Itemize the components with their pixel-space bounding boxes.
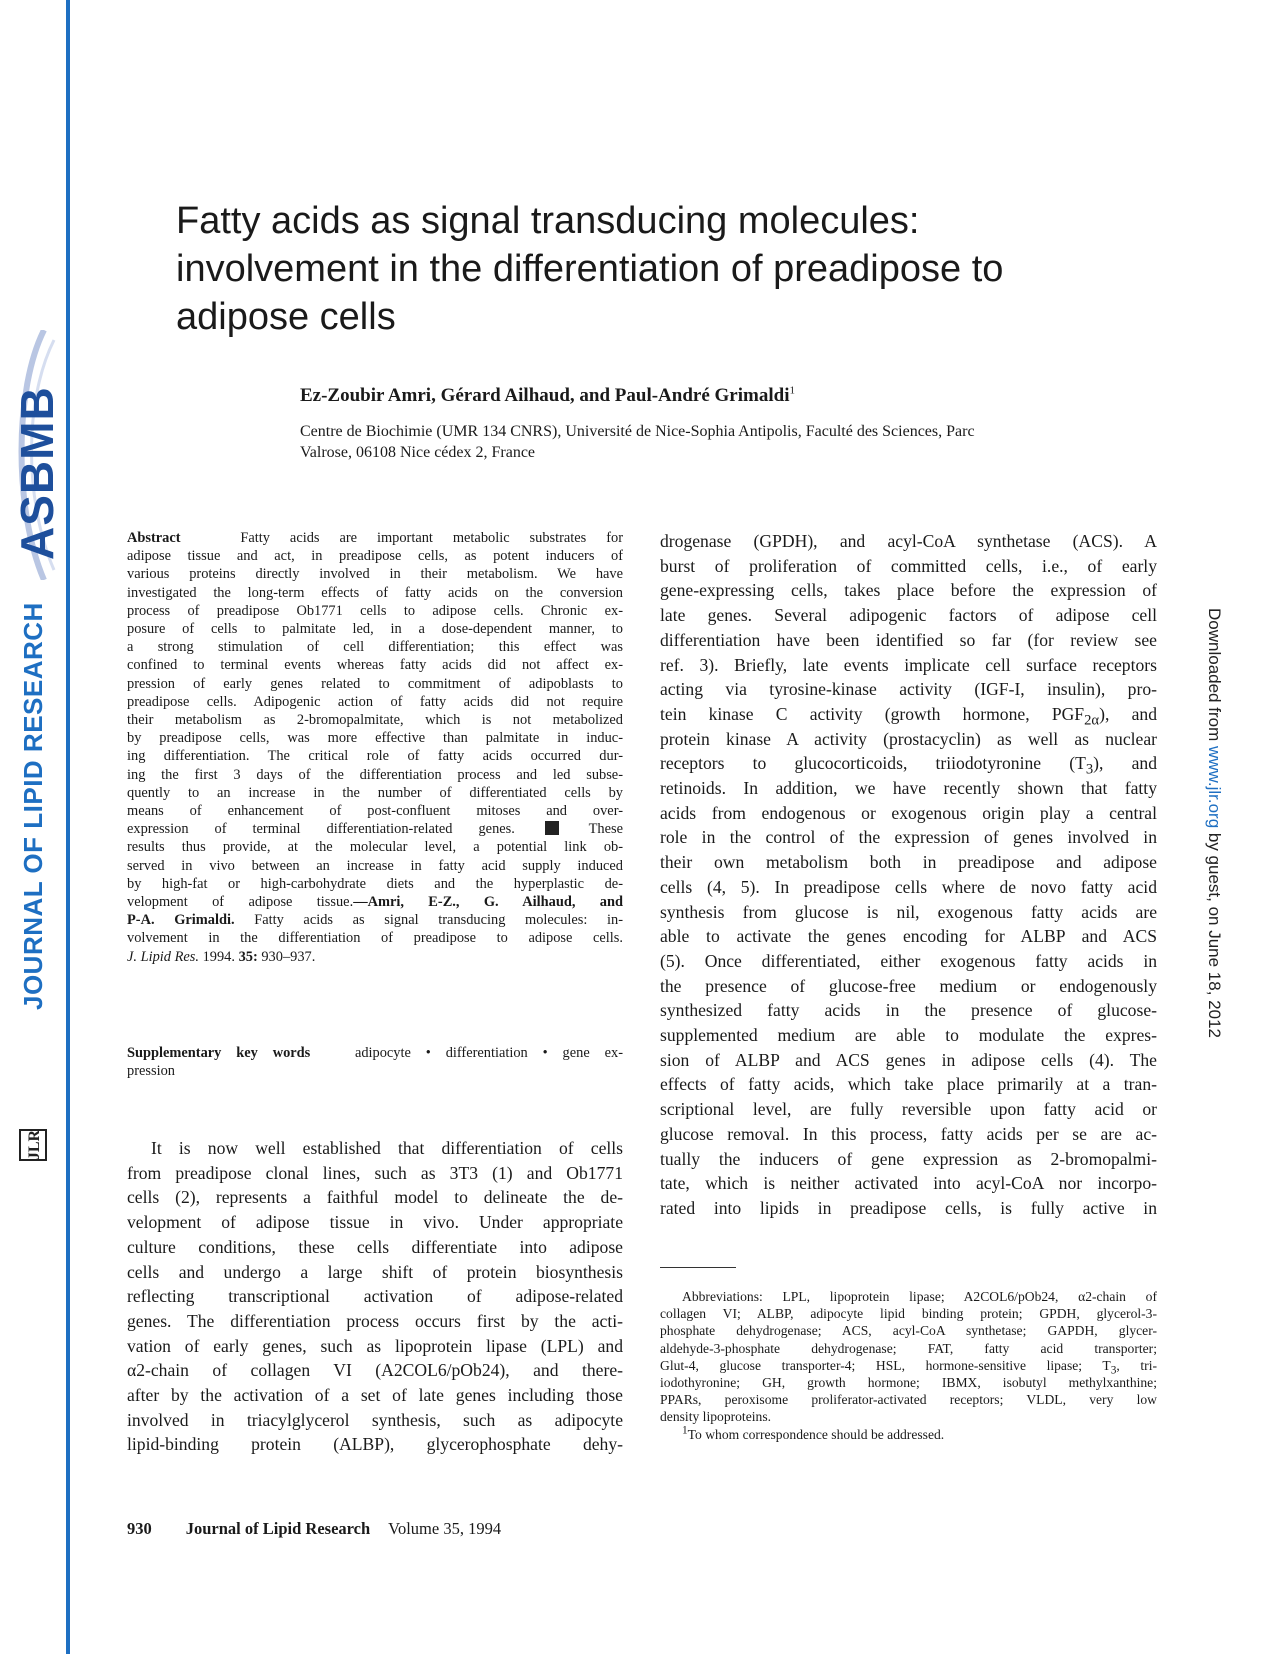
page-footer <box>127 1519 501 1539</box>
footnote-line: PPARs, peroxisome proliferator-activated receptors; VLDL, very low <box>660 1392 1157 1408</box>
abstract-line: ing differentiation. The critical role of fatty acids occurred dur- <box>127 748 623 765</box>
body-line: gene-expressing cells, takes place before the expression of <box>660 580 1157 601</box>
body-line: from preadipose clonal lines, such as 3T3 (1) and Ob1771 <box>127 1162 623 1183</box>
download-note-suffix: by guest, on June 18, 2012 <box>1205 828 1224 1038</box>
journal-name-vertical: JOURNAL OF LIPID RESEARCH <box>18 602 48 1010</box>
body-line: protein kinase A activity (prostacyclin) as well as nuclear <box>660 728 1157 749</box>
body-line: culture conditions, these cells differentiate into adipose <box>127 1236 623 1257</box>
footnote-line: density lipoproteins. <box>660 1409 772 1425</box>
svg-text:JLR: JLR <box>26 1129 43 1161</box>
supplementary-material-icon <box>545 821 559 835</box>
title-line: Fatty acids as signal transducing molecules: <box>176 200 920 242</box>
correspondence-footnote: $^1$To whom correspondence should be addressed. <box>682 1425 945 1442</box>
download-note-prefix: Downloaded from <box>1205 608 1224 746</box>
footnotes <box>660 1288 1157 1443</box>
abstract-citation: J. Lipid Res. 1994. 35: 930–937. <box>127 948 316 965</box>
body-line: receptors to glucocorticoids, triiodotyronine $(T_3)$, and <box>660 753 1157 777</box>
abstract-line: quently to an increase in the number of differentiated cells by <box>127 784 623 801</box>
abstract-line: confined to terminal events whereas fatty acids did not affect ex- <box>127 657 623 674</box>
body-line: tein kinase C activity (growth hormone, $PGF_{2\alpha}$), and <box>660 703 1157 727</box>
footnote-line: Glut-4, glucose transporter-4; HSL, hormone-sensitive lipase; $T_3$, tri- <box>660 1357 1157 1375</box>
body-line: sion of ALBP and ACS genes in adipose cells (4). The <box>660 1049 1157 1070</box>
body-line: acting via tyrosine-kinase activity (IGF-I, insulin), pro- <box>660 679 1157 700</box>
abstract-line: velopment of adipose tissue.—Amri, E-Z., G. Ailhaud, and <box>127 894 623 911</box>
download-note <box>1204 608 1224 1038</box>
body-line: ref. 3). Briefly, late events implicate cell surface receptors <box>660 654 1157 675</box>
abstract-line: investigated the long-term effects of fatty acids on the conversion <box>127 584 623 601</box>
body-line: synthesis from glucose is nil, exogenous fatty acids are <box>660 901 1157 922</box>
footnote-line: iodothyronine; GH, growth hormone; IBMX, isobutyl methylxanthine; <box>660 1375 1157 1391</box>
abstract-line: their metabolism as 2-bromopalmitate, which is not metabolized <box>127 712 623 729</box>
abstract-line: served in vivo between an increase in fatty acid supply induced <box>127 857 623 874</box>
abstract-label: Abstract <box>127 530 181 546</box>
asbmb-logo: ASBMB <box>11 386 63 560</box>
title-line: involvement in the differentiation of preadipose to <box>176 248 1004 290</box>
abstract-line: various proteins directly involved in their metabolism. We have <box>127 566 623 583</box>
affiliation-line: Valrose, 06108 Nice cédex 2, France <box>300 444 536 461</box>
abstract-line: P-A. Grimaldi. Fatty acids as signal transducing molecules: in- <box>127 912 623 929</box>
abstract-line: ing the first 3 days of the differentiation process and led subse- <box>127 766 623 783</box>
body-line: tate, which is neither activated into acyl-CoA nor incorpo- <box>660 1173 1157 1194</box>
body-line: lipid-binding protein (ALBP), glycerophosphate dehy- <box>127 1434 623 1455</box>
body-line: (5). Once differentiated, either exogenous fatty acids in <box>660 950 1157 971</box>
body-line: tually the inducers of gene expression as 2-bromopalmi- <box>660 1148 1157 1169</box>
footnote-divider <box>660 1267 736 1268</box>
abstract-line: adipose tissue and act, in preadipose cells, as potent inducers of <box>127 548 623 565</box>
authors-text: Ez-Zoubir Amri, Gérard Ailhaud, and Paul-André Grimaldi <box>300 385 790 406</box>
body-line: vation of early genes, such as lipoprotein lipase (LPL) and <box>127 1335 623 1356</box>
body-line: drogenase (GPDH), and acyl-CoA synthetase (ACS). A <box>660 531 1157 551</box>
keywords-line: Supplementary key words adipocyte • differentiation • gene ex- <box>127 1045 623 1061</box>
body-line: effects of fatty acids, which take place primarily at a tran- <box>660 1074 1157 1095</box>
keywords-label: Supplementary key words <box>127 1045 311 1061</box>
abstract-line: volvement in the differentiation of preadipose to adipose cells. <box>127 930 623 947</box>
abstract <box>127 529 623 966</box>
body-text-left-column <box>127 1136 623 1457</box>
body-line: genes. The differentiation process occurs first by the acti- <box>127 1310 623 1331</box>
body-line: differentiation have been identified so far (for review see <box>660 629 1157 650</box>
body-line: their own metabolism both in preadipose and adipose <box>660 852 1157 873</box>
keywords-line: pression <box>127 1063 175 1080</box>
body-line: rated into lipids in preadipose cells, is fully active in <box>660 1197 1157 1218</box>
body-line: after by the activation of a set of late genes including those <box>127 1385 623 1406</box>
body-line: velopment of adipose tissue in vivo. Under appropriate <box>127 1212 623 1233</box>
footnote-line: Abbreviations: LPL, lipoprotein lipase; A2COL6/pOb24, α2-chain of <box>682 1289 1157 1304</box>
title-line: adipose cells <box>176 296 396 338</box>
supplementary-key-words <box>127 1044 623 1080</box>
jlr-website-link[interactable]: www.jlr.org <box>1205 745 1224 829</box>
journal-side-band <box>0 0 70 1654</box>
body-line: α2-chain of collagen VI (A2COL6/pOb24), and there- <box>127 1360 623 1381</box>
abstract-line: by high-fat or high-carbohydrate diets and the hyperplastic de- <box>127 875 623 892</box>
abstract-line: pression of early genes related to commitment of adipoblasts to <box>127 675 623 692</box>
abstract-line: process of preadipose Ob1771 cells to adipose cells. Chronic ex- <box>127 602 623 619</box>
abstract-line: preadipose cells. Adipogenic action of fatty acids did not require <box>127 693 623 710</box>
abstract-line: Abstract Fatty acids are important metabolic substrates for <box>127 530 623 546</box>
author-footnote-mark: 1 <box>789 384 795 397</box>
body-line: involved in triacylglycerol synthesis, such as adipocyte <box>127 1409 623 1430</box>
body-line: synthesized fatty acids in the presence of glucose- <box>660 1000 1157 1021</box>
body-line: scriptional level, are fully reversible upon fatty acid or <box>660 1099 1157 1120</box>
affiliation <box>300 421 1140 463</box>
body-line: retinoids. In addition, we have recently shown that fatty <box>660 778 1157 799</box>
footnote-line: phosphate dehydrogenase; ACS, acyl-CoA synthetase; GAPDH, glycer- <box>660 1323 1157 1339</box>
body-line: acids from endogenous or exogenous origin play a central <box>660 802 1157 823</box>
footnote-line: collagen VI; ALBP, adipocyte lipid binding protein; GPDH, glycerol-3- <box>660 1306 1157 1322</box>
abstract-line: means of enhancement of post-confluent mitoses and over- <box>127 803 623 820</box>
footer-volume: Volume 35, 1994 <box>388 1519 502 1538</box>
body-line: glucose removal. In this process, fatty acids per se are ac- <box>660 1123 1157 1144</box>
footer-journal-name: Journal of Lipid Research <box>185 1519 371 1538</box>
body-line: the presence of glucose-free medium or endogenously <box>660 975 1157 996</box>
article-title <box>176 197 1136 341</box>
body-line: supplemented medium are able to modulate the expres- <box>660 1025 1157 1046</box>
footnote-line: aldehyde-3-phosphate dehydrogenase; FAT, fatty acid transporter; <box>660 1340 1157 1356</box>
body-line: cells (4, 5). In preadipose cells where de novo fatty acid <box>660 876 1157 897</box>
body-text-right-column <box>660 529 1157 1221</box>
abstract-line: posure of cells to palmitate led, in a dose-dependent manner, to <box>127 621 623 638</box>
body-line: late genes. Several adipogenic factors of adipose cell <box>660 605 1157 626</box>
body-line: role in the control of the expression of genes involved in <box>660 827 1157 848</box>
body-line: burst of proliferation of committed cells, i.e., of early <box>660 555 1157 576</box>
abstract-line: results thus provide, at the molecular level, a potential link ob- <box>127 839 623 856</box>
body-line: cells and undergo a large shift of protein biosynthesis <box>127 1261 623 1282</box>
affiliation-line: Centre de Biochimie (UMR 134 CNRS), Université de Nice-Sophia Antipolis, Faculté des Sciences, Parc <box>300 423 975 440</box>
abstract-line: a strong stimulation of cell differentiation; this effect was <box>127 639 623 656</box>
body-line: able to activate the genes encoding for ALBP and ACS <box>660 926 1157 947</box>
author-list <box>300 385 795 407</box>
jlr-logo-icon <box>14 1126 52 1164</box>
abstract-line: by preadipose cells, was more effective than palmitate in induc- <box>127 730 623 747</box>
body-line: cells (2), represents a faithful model to delineate the de- <box>127 1187 623 1208</box>
page-number: 930 <box>127 1519 152 1538</box>
body-line: reflecting transcriptional activation of adipose-related <box>127 1286 623 1307</box>
body-line: It is now well established that differentiation of cells <box>151 1138 623 1158</box>
abstract-line: expression of terminal differentiation-related genes. These <box>127 821 623 838</box>
